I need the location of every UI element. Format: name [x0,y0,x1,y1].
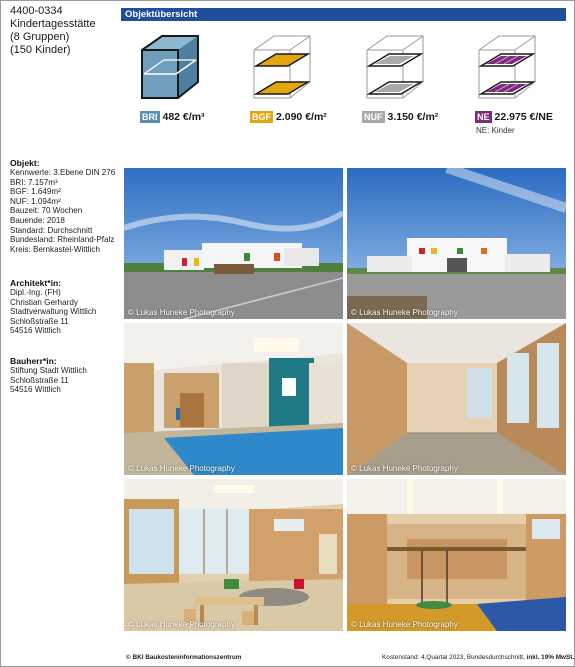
bauherr-line: Stiftung Stadt Wittlich [10,366,87,375]
photo-credit: © Lukas Huneke Photography [128,308,235,317]
objekt-line: BRI: 7.157m³ [10,177,58,187]
bgf-tag: BGF [252,111,271,122]
objekt-line: Kennwerte: 3.Ebene DIN 276 [10,168,116,177]
architekt-line: Schloßstraße 11 [10,316,69,326]
objekt-line: Bauzeit: 70 Wochen [10,206,83,216]
photo-interior-classroom [124,479,343,631]
ne-tag: NE [477,111,490,122]
photo-credit: © Lukas Huneke Photography [351,620,458,629]
section-title-bar [121,8,566,21]
section-title: Objektübersicht [125,9,198,20]
objekt-line: NUF: 1.094m² [10,196,61,206]
architekt-line: Stadtverwaltung Wittlich [10,307,97,317]
architekt-line: Christian Gerhardy [10,297,78,307]
photo-credit: © Lukas Huneke Photography [128,464,235,473]
objekt-heading: Objekt: [10,158,40,168]
objekt-line: Kreis: Bernkastel-Wittlich [10,244,100,254]
architekt-line: 54516 Wittlich [10,326,61,336]
bgf-value [250,108,327,122]
bauherr-line: Schloßstraße 11 [10,375,69,385]
ne-value [475,108,553,122]
bauherr-section [10,356,122,395]
objekt-line: Bauende: 2018 [10,215,65,225]
objekt-line: Bundesland: Rheinland-Pfalz [10,235,115,245]
project-header [10,5,122,57]
footer-vat: inkl. 19% MwSt. [526,654,575,661]
footer-copyright: © BKI Baukosteninformationszentrum [126,654,242,661]
nuf-value [362,108,438,122]
footer-price-level: Kostenstand: 4.Quartal 2023, Bundesdurchschnitt, [382,654,527,661]
photo-credit: © Lukas Huneke Photography [351,308,458,317]
bgf-floors-icon [246,32,336,104]
project-title-line-1: Kindertagesstätte [10,18,96,30]
bri-tag: BRI [142,111,158,122]
architekt-heading: Architekt*in: [10,278,62,288]
bri-amount: 482 €/m³ [162,110,205,123]
nuf-tag: NUF [364,111,383,122]
ne-amount: 22.975 €/NE [494,110,553,123]
bri-value [140,108,205,122]
bauherr-line: 54516 Wittlich [10,385,61,395]
photo-exterior-front [347,168,566,319]
photo-interior-corridor [347,323,566,475]
footer-price-note [382,654,574,661]
architekt-section [10,278,122,336]
photo-exterior-street [124,168,343,319]
photo-interior-gym [347,479,566,631]
ne-note: NE: Kinder [476,126,515,135]
nuf-amount: 3.150 €/m² [387,110,439,123]
bri-cube-icon [134,32,224,104]
project-id: 4400-0334 [10,5,63,17]
project-title-line-3: (150 Kinder) [10,44,71,56]
objekt-line: Standard: Durchschnitt [10,225,93,235]
architekt-line: Dipl.-Ing. (FH) [10,288,61,297]
photo-interior-playroom [124,323,343,475]
bgf-amount: 2.090 €/m² [276,110,327,123]
bauherr-heading: Bauherr*in: [10,356,57,366]
nuf-floors-icon [359,32,449,104]
project-title-line-2: (8 Gruppen) [10,31,70,43]
objekt-line: BGF: 1.649m² [10,187,61,197]
photo-credit: © Lukas Huneke Photography [351,464,458,473]
photo-credit: © Lukas Huneke Photography [128,620,235,629]
objekt-section [10,158,122,254]
ne-floors-icon [471,32,561,104]
